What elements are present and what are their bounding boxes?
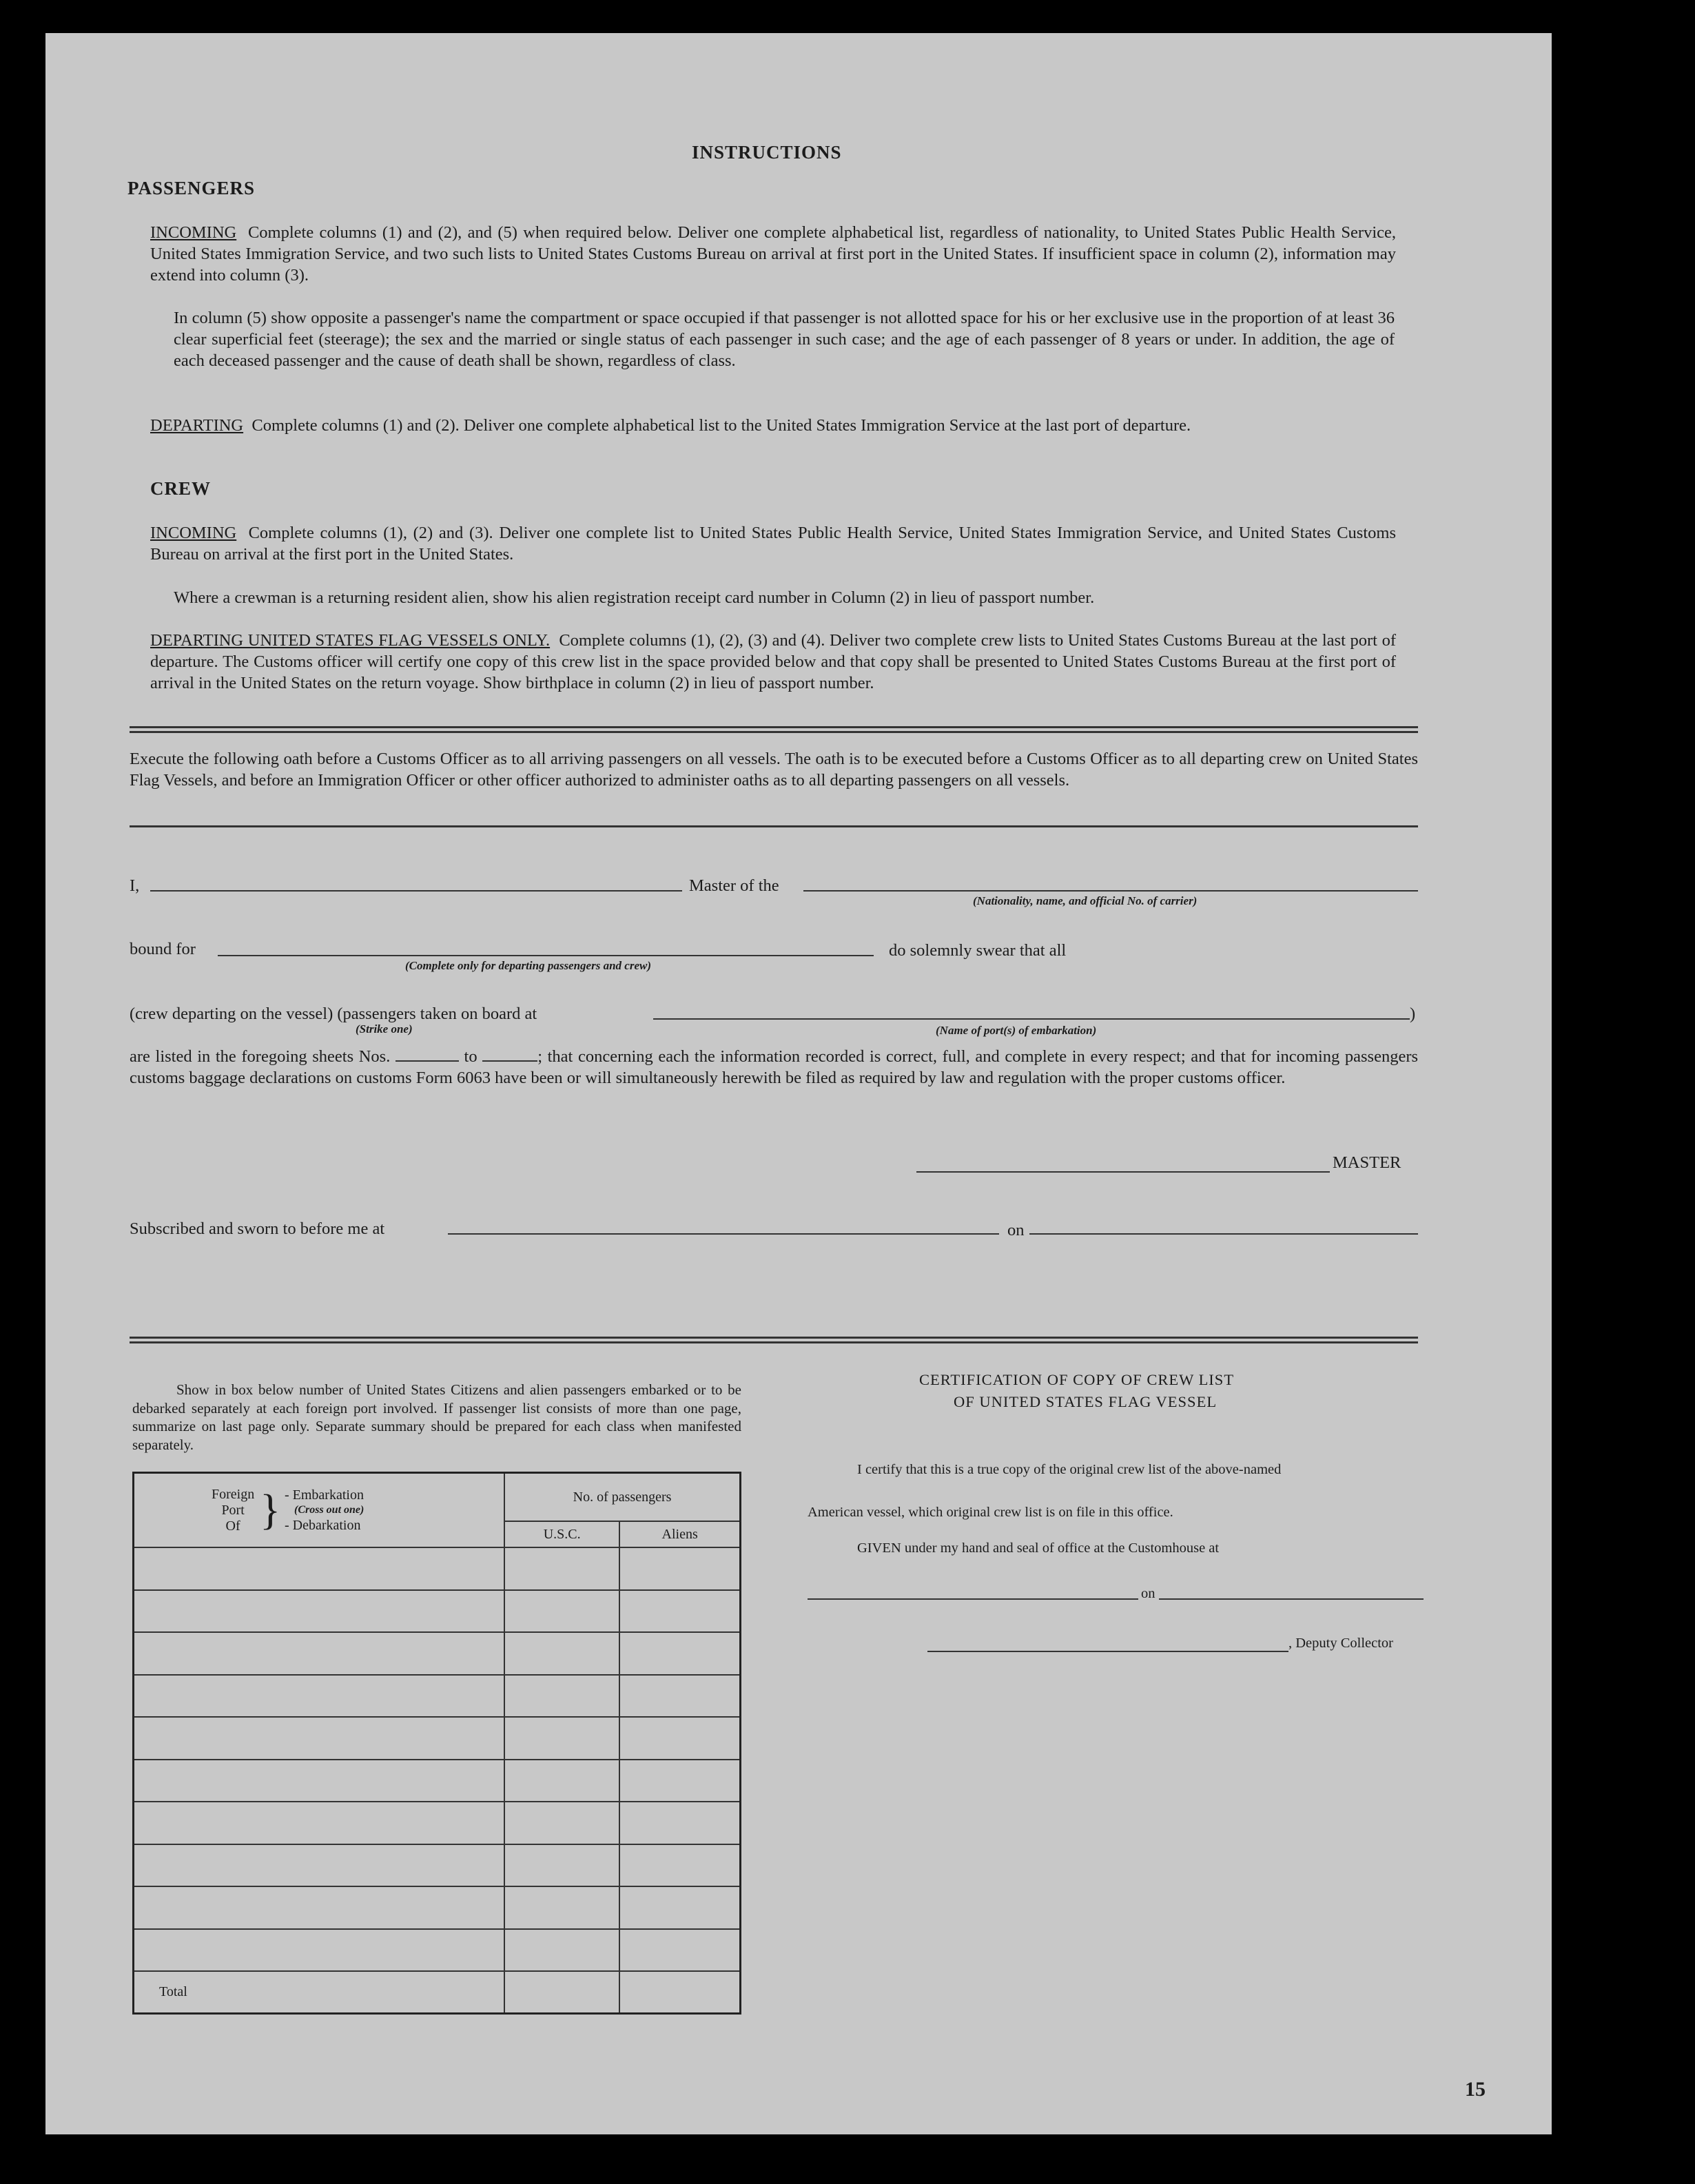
- subscribed-label: Subscribed and sworn to before me at: [130, 1219, 385, 1238]
- total-label: Total: [159, 1984, 187, 1999]
- lower-divider: [130, 1337, 1418, 1343]
- crew-incoming-text: Complete columns (1), (2) and (3). Deliver one complete list to United States Public Health Service, United States Immigration Service, and United States Customs Bureau on arrival at the first port in the United States.: [150, 524, 1396, 564]
- bound-for-line[interactable]: [218, 955, 874, 956]
- passengers-departing-text: Complete columns (1) and (2). Deliver one complete alphabetical list to the United States Immigration Service at the last port of departure.: [251, 416, 1191, 435]
- sheet-from-blank[interactable]: [395, 1047, 459, 1062]
- certification-heading-1: CERTIFICATION OF COPY OF CREW LIST: [919, 1371, 1235, 1388]
- page-title: INSTRUCTIONS: [692, 142, 842, 163]
- bound-for-label: bound for: [130, 940, 196, 958]
- oath-intro: Execute the following oath before a Customs Officer as to all arriving passengers on all vessels. The oath is to be executed before a Customs Officer as to all departing crew on United States Flag Vessels, and before an Immigration Officer or other officer authorized to administer oaths as to all departing passengers on all vessels.: [130, 750, 1418, 790]
- passengers-departing-label: DEPARTING: [150, 416, 244, 435]
- master-name-line[interactable]: [150, 890, 682, 892]
- aliens-cell[interactable]: [619, 1760, 740, 1802]
- oath-i-label: I,: [130, 876, 140, 895]
- master-of-label: Master of the: [689, 876, 779, 895]
- crew-departing-text: Complete columns (1), (2), (3) and (4). Deliver two complete crew lists to United States Customs Bureau at the last port of departure. The Customs officer will certify one copy of this crew list in the space provided below and that copy shall be presented to United States Customs Bureau at the first port of arrival in the United States on the return voyage. Show birthplace in column (2) in lieu of passport number.: [150, 631, 1396, 692]
- of-label: Of: [225, 1518, 240, 1534]
- usc-cell[interactable]: [504, 1760, 619, 1802]
- port-cell[interactable]: [134, 1929, 505, 1971]
- oath-statement: [130, 1046, 1418, 1089]
- listed-rest: ; that concerning each the information recorded is correct, full, and complete in every respect; and that for incoming passengers customs baggage declarations on customs Form 6063 have been or will simultaneously herewith be filed as required by law and regulation with the proper customs officer.: [130, 1047, 1419, 1087]
- aliens-cell[interactable]: [619, 1547, 740, 1589]
- port-cell[interactable]: [134, 1675, 505, 1717]
- oath-divider: [130, 825, 1418, 827]
- aliens-header: Aliens: [619, 1521, 740, 1547]
- aliens-cell[interactable]: [619, 1802, 740, 1844]
- close-paren: ): [1410, 1005, 1416, 1023]
- crew-incoming-label: INCOMING: [150, 524, 237, 542]
- port-cell[interactable]: [134, 1717, 505, 1759]
- certification-line-1: I certify that this is a true copy of the original crew list of the above-named: [857, 1462, 1282, 1477]
- customhouse-line[interactable]: [808, 1598, 1138, 1600]
- crew-departing-label: DEPARTING UNITED STATES FLAG VESSELS ONLY.: [150, 631, 551, 650]
- aliens-total-cell[interactable]: [619, 1971, 740, 2014]
- certification-heading-2: OF UNITED STATES FLAG VESSEL: [954, 1393, 1218, 1410]
- usc-total-cell[interactable]: [504, 1971, 619, 2014]
- embarkation-label: - Embarkation: [284, 1487, 364, 1503]
- to-label: to: [464, 1047, 477, 1066]
- passengers-incoming-label: INCOMING: [150, 223, 237, 242]
- carrier-caption: (Nationality, name, and official No. of carrier): [973, 894, 1198, 907]
- cross-out-caption: (Cross out one): [294, 1504, 364, 1516]
- page-number: 15: [1465, 2078, 1486, 2101]
- port-cell[interactable]: [134, 1632, 505, 1674]
- aliens-cell[interactable]: [619, 1886, 740, 1928]
- usc-cell[interactable]: [504, 1675, 619, 1717]
- port-label: Port: [221, 1502, 245, 1518]
- passengers-column5-text: In column (5) show opposite a passenger's name the compartment or space occupied if that passenger is not allotted space for his or her exclusive use in the proportion of at least 36 clear superficial feet (steerage); the sex and the married or single status of each passenger in such case; and the age of each passenger of 8 years or under. In addition, the age of each deceased passenger and the cause of death shall be shown, regardless of class.: [174, 309, 1395, 370]
- port-cell[interactable]: [134, 1760, 505, 1802]
- port-cell[interactable]: [134, 1844, 505, 1886]
- aliens-cell[interactable]: [619, 1632, 740, 1674]
- crew-departing-block: [150, 630, 1396, 694]
- bound-caption: (Complete only for departing passengers and crew): [405, 959, 651, 972]
- usc-cell[interactable]: [504, 1886, 619, 1928]
- brace-glyph: }: [260, 1487, 280, 1534]
- port-header-cell: [134, 1473, 505, 1548]
- passengers-incoming-text: Complete columns (1) and (2), and (5) when required below. Deliver one complete alphabetical list, regardless of nationality, to United States Public Health Service, United States Immigration Service, and two such lists to United States Customs Bureau on arrival at first port in the United States. If insufficient space in column (2), information may extend into column (3).: [150, 223, 1397, 285]
- usc-header: U.S.C.: [504, 1521, 619, 1547]
- usc-cell[interactable]: [504, 1590, 619, 1632]
- usc-cell[interactable]: [504, 1844, 619, 1886]
- crew-incoming-block: [150, 522, 1396, 565]
- certification-date-line[interactable]: [1159, 1598, 1424, 1600]
- master-label: MASTER: [1333, 1153, 1401, 1172]
- section-divider: [130, 726, 1418, 733]
- passengers-incoming-block: [150, 222, 1396, 286]
- aliens-cell[interactable]: [619, 1590, 740, 1632]
- usc-cell[interactable]: [504, 1802, 619, 1844]
- aliens-cell[interactable]: [619, 1675, 740, 1717]
- subscribed-date-line[interactable]: [1029, 1233, 1418, 1235]
- subscribed-place-line[interactable]: [448, 1233, 999, 1235]
- aliens-cell[interactable]: [619, 1717, 740, 1759]
- certification-line-2: American vessel, which original crew list is on file in this office.: [808, 1505, 1173, 1520]
- aliens-cell[interactable]: [619, 1844, 740, 1886]
- usc-cell[interactable]: [504, 1547, 619, 1589]
- port-cell[interactable]: [134, 1886, 505, 1928]
- total-cell: [134, 1971, 505, 2014]
- aliens-cell[interactable]: [619, 1929, 740, 1971]
- debarkation-label: - Debarkation: [284, 1518, 361, 1534]
- crew-resident-text: Where a crewman is a returning resident alien, show his alien registration receipt card number in Column (2) in lieu of passport number.: [174, 588, 1095, 607]
- usc-cell[interactable]: [504, 1632, 619, 1674]
- strike-caption: (Strike one): [356, 1022, 413, 1036]
- deputy-signature-line[interactable]: [927, 1651, 1288, 1652]
- port-cell[interactable]: [134, 1547, 505, 1589]
- passengers-departing-block: [150, 415, 1396, 436]
- passengers-heading: PASSENGERS: [127, 178, 256, 198]
- crew-departing-label: (crew departing on the vessel) (passengers taken on board at: [130, 1005, 537, 1023]
- subscribed-on-label: on: [1007, 1221, 1025, 1239]
- carrier-line[interactable]: [803, 890, 1418, 892]
- deputy-collector-label: , Deputy Collector: [1288, 1636, 1394, 1651]
- swear-label: do solemnly swear that all: [889, 941, 1067, 960]
- embarkation-port-line[interactable]: [653, 1018, 1410, 1020]
- usc-cell[interactable]: [504, 1717, 619, 1759]
- embark-caption: (Name of port(s) of embarkation): [936, 1024, 1097, 1037]
- sheet-to-blank[interactable]: [482, 1047, 537, 1062]
- summary-instructions: Show in box below number of United States Citizens and alien passengers embarked or to be debarked separately at each foreign port involved. If passenger list consists of more than one page, summarize on last page only. Separate summary should be prepared for each class when manifested separately.: [132, 1381, 741, 1453]
- crew-heading: CREW: [150, 478, 212, 499]
- port-summary-table: [132, 1472, 741, 2015]
- port-cell[interactable]: [134, 1802, 505, 1844]
- listed-label: are listed in the foregoing sheets Nos.: [130, 1047, 391, 1066]
- usc-cell[interactable]: [504, 1929, 619, 1971]
- no-passengers-header: No. of passengers: [504, 1473, 740, 1522]
- certification-on-label: on: [1141, 1586, 1155, 1601]
- port-cell[interactable]: [134, 1590, 505, 1632]
- certification-given: GIVEN under my hand and seal of office at the Customhouse at: [857, 1541, 1220, 1556]
- foreign-label: Foreign: [212, 1486, 255, 1502]
- master-signature-line[interactable]: [916, 1171, 1330, 1173]
